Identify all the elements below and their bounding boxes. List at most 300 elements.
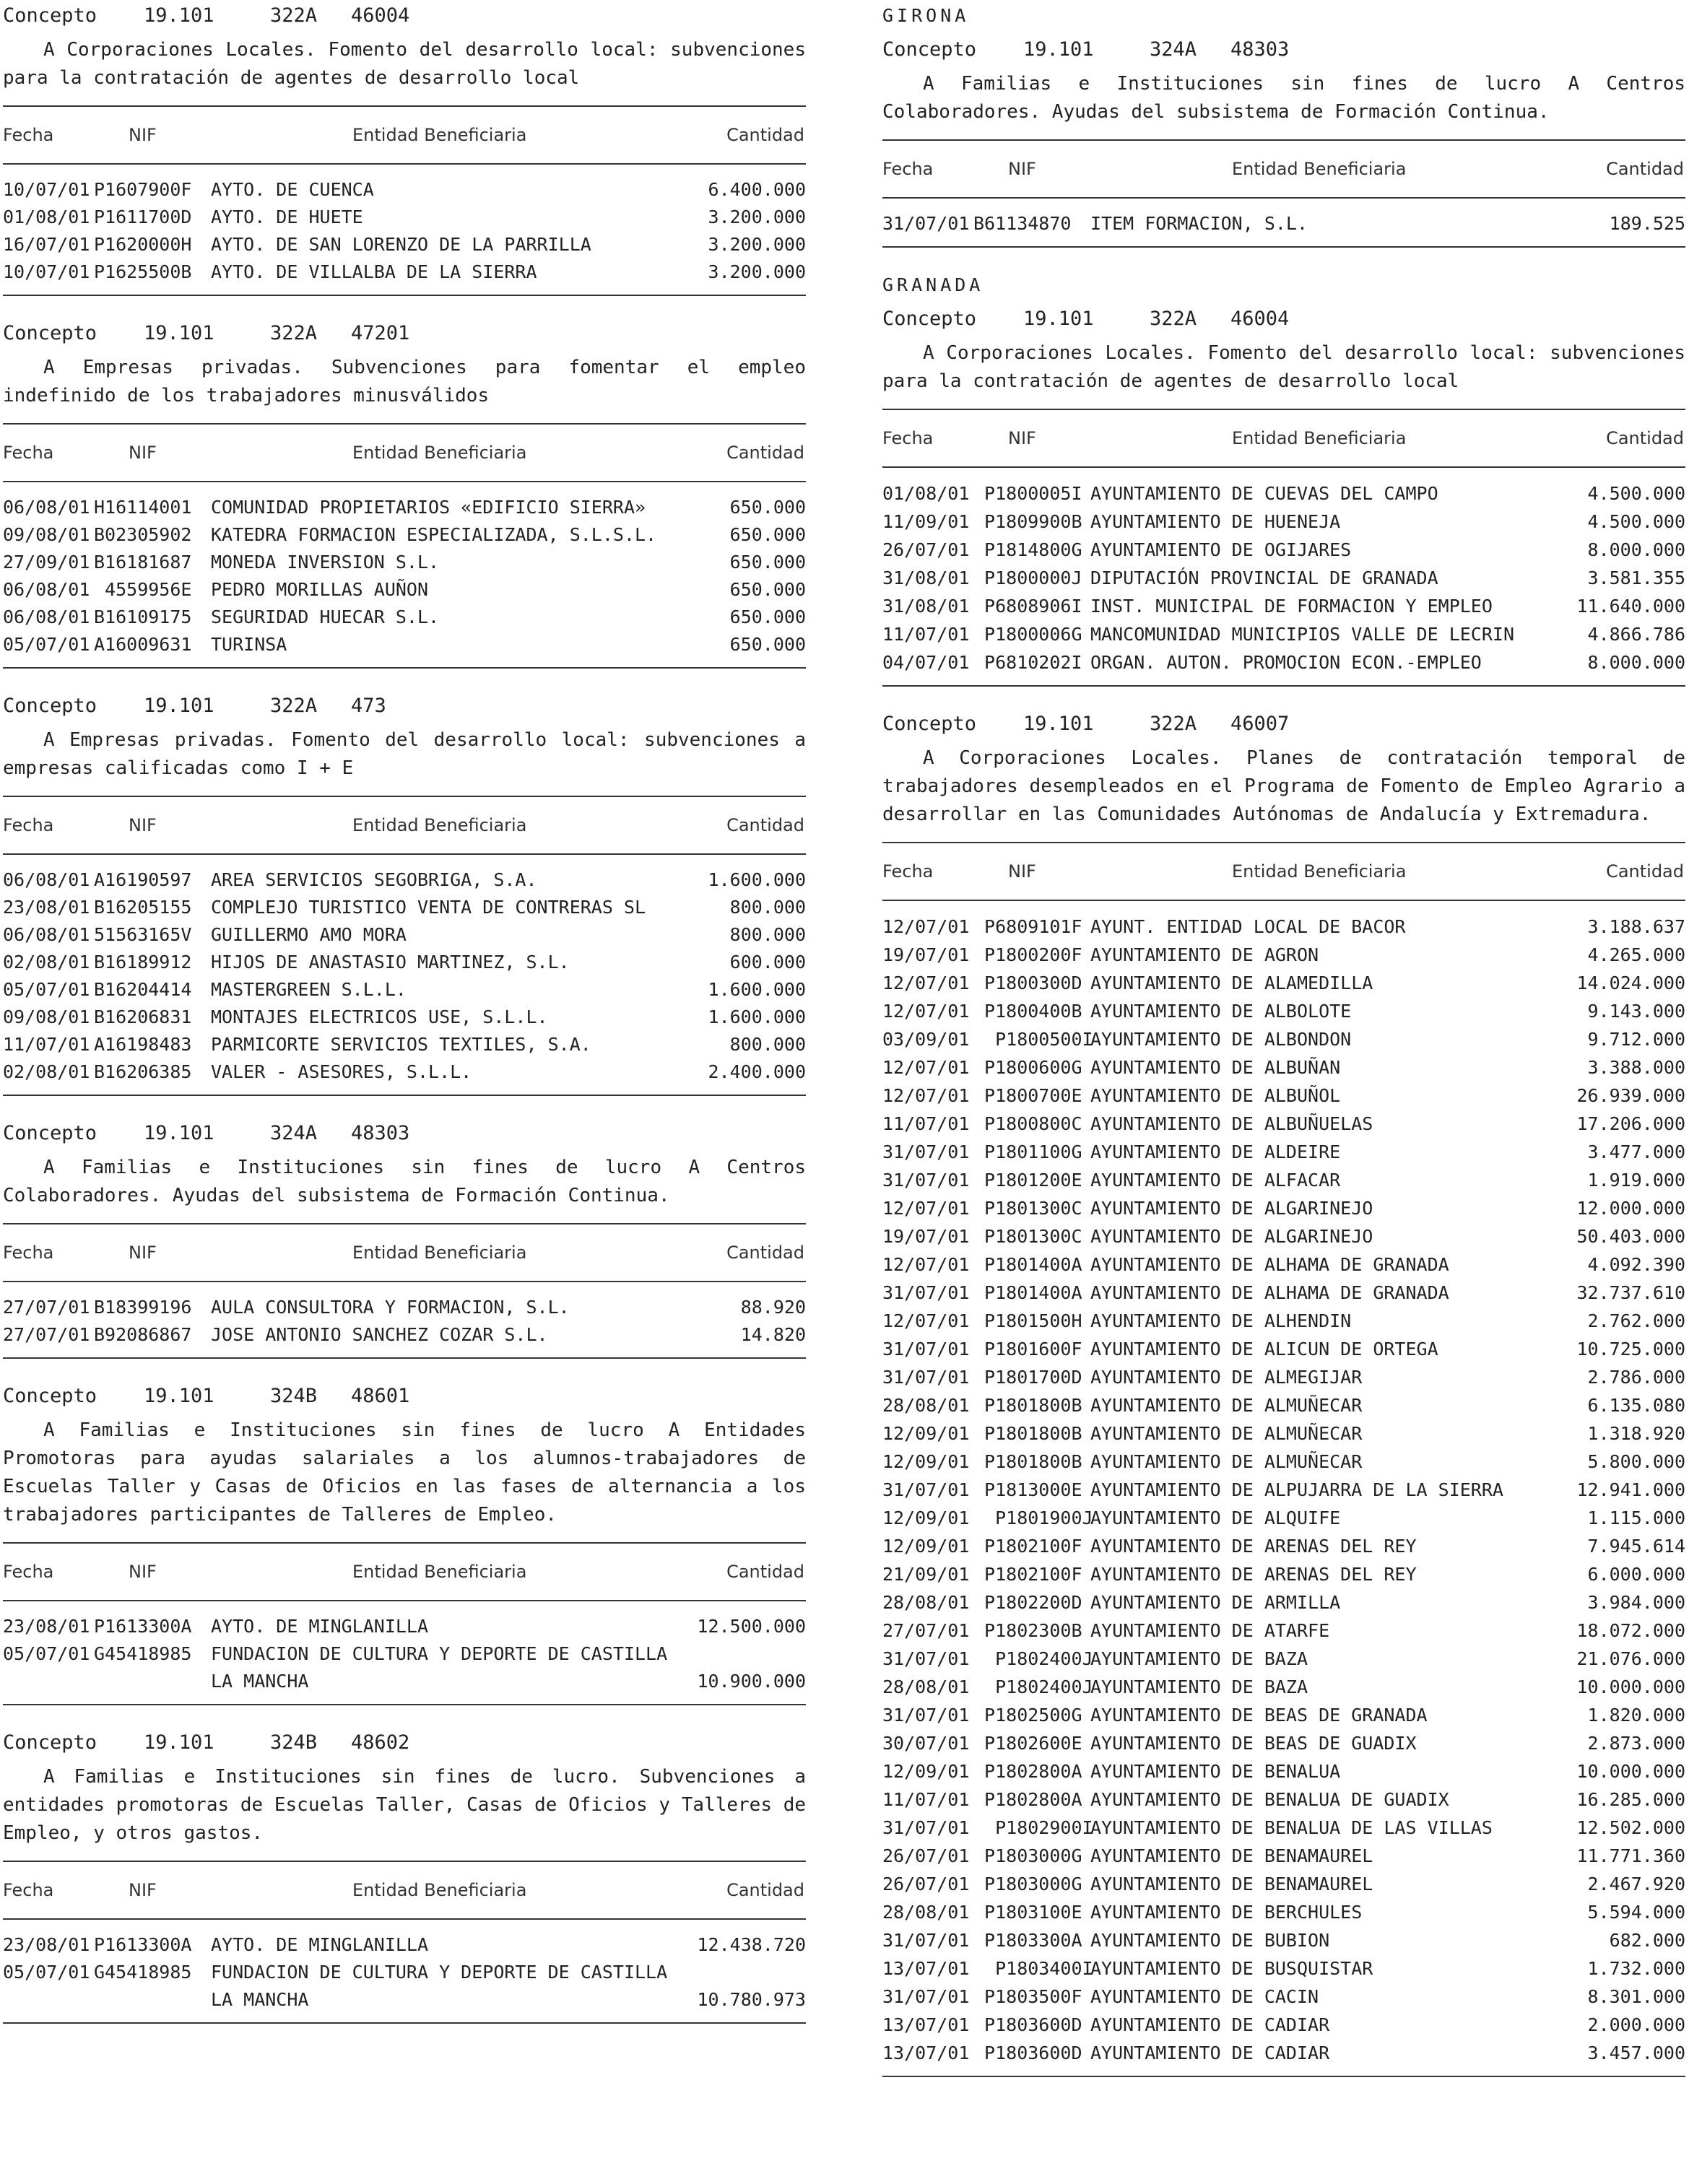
row-nif: B16109175 xyxy=(94,606,192,627)
row-cantidad: 1.600.000 xyxy=(708,1006,806,1027)
table-row xyxy=(3,949,806,976)
row-cantidad: 2.786.000 xyxy=(1587,1367,1685,1388)
table-row xyxy=(882,1025,1685,1053)
table-row xyxy=(882,913,1685,941)
table-bottom-rule xyxy=(3,295,806,296)
row-fecha: 02/08/01 xyxy=(3,1061,90,1082)
row-nif: A16009631 xyxy=(94,634,192,655)
row-nif: P1611700D xyxy=(94,206,192,227)
concept-description: A Corporaciones Locales. Fomento del desarrollo local: subvenciones para la contratación de agentes de desarrollo local xyxy=(3,39,806,89)
row-fecha: 12/07/01 xyxy=(882,973,970,993)
concept-label: Concepto xyxy=(3,322,97,344)
table-row xyxy=(882,1588,1685,1617)
table-row xyxy=(882,2011,1685,2039)
row-cantidad: 17.206.000 xyxy=(1576,1113,1685,1134)
row-cantidad: 650.000 xyxy=(729,634,806,655)
row-nif: P1801500H xyxy=(973,1310,1082,1331)
table-row xyxy=(882,536,1685,564)
concept-label: Concepto xyxy=(882,38,977,61)
header-fecha: Fecha xyxy=(3,1880,54,1900)
row-entidad: PEDRO MORILLAS AUÑON xyxy=(211,579,429,600)
concept-program: 322A xyxy=(270,322,318,344)
row-entidad: AYUNTAMIENTO DE CUEVAS DEL CAMPO xyxy=(1090,483,1438,504)
row-entidad: AYUNTAMIENTO DE ALHAMA DE GRANADA xyxy=(1090,1254,1449,1275)
row-nif: H16114001 xyxy=(94,497,192,518)
table-row xyxy=(3,1959,806,2014)
concept-heading xyxy=(3,1380,806,1412)
row-fecha: 12/09/01 xyxy=(882,1423,970,1444)
row-cantidad: 1.600.000 xyxy=(708,869,806,890)
row-cantidad: 3.477.000 xyxy=(1587,1141,1685,1162)
row-entidad: HIJOS DE ANASTASIO MARTINEZ, S.L. xyxy=(211,952,570,973)
row-cantidad: 16.285.000 xyxy=(1576,1789,1685,1810)
row-nif: B02305902 xyxy=(94,524,192,545)
row-entidad: AYUNTAMIENTO DE ARENAS DEL REY xyxy=(1090,1564,1417,1585)
row-entidad: AYUNTAMIENTO DE BUBION xyxy=(1090,1930,1330,1951)
header-entidad: Entidad Beneficiaria xyxy=(1232,428,1407,448)
row-entidad: INST. MUNICIPAL DE FORMACION Y EMPLEO xyxy=(1090,596,1493,617)
row-cantidad: 5.594.000 xyxy=(1587,1902,1685,1923)
row-cantidad: 9.143.000 xyxy=(1587,1001,1685,1022)
row-nif: P1803300A xyxy=(973,1930,1082,1951)
table-row xyxy=(3,1613,806,1640)
concept-label: Concepto xyxy=(3,1731,97,1754)
header-cantidad: Cantidad xyxy=(1606,159,1684,179)
table-row xyxy=(882,1532,1685,1560)
header-nif: NIF xyxy=(129,125,157,145)
table-row xyxy=(882,1645,1685,1673)
concept-label: Concepto xyxy=(882,308,977,330)
table-row xyxy=(882,1701,1685,1729)
table-bottom-rule xyxy=(882,2076,1685,2077)
table-row xyxy=(882,1194,1685,1222)
row-cantidad: 12.000.000 xyxy=(1576,1198,1685,1219)
concept-item: 46004 xyxy=(1230,308,1290,330)
row-entidad: AYUNTAMIENTO DE BEAS DE GRANADA xyxy=(1090,1705,1428,1726)
row-fecha: 31/07/01 xyxy=(882,1367,970,1388)
row-nif: P1613300A xyxy=(94,1934,192,1955)
row-cantidad: 7.945.614 xyxy=(1587,1536,1685,1557)
table-row xyxy=(3,631,806,658)
row-fecha: 12/09/01 xyxy=(882,1536,970,1557)
table-row xyxy=(882,1391,1685,1419)
row-fecha: 12/07/01 xyxy=(882,916,970,937)
concept-item: 473 xyxy=(351,695,386,717)
row-nif: P1800600G xyxy=(973,1057,1082,1078)
concept-code: 19.101 xyxy=(144,4,214,27)
row-entidad: COMUNIDAD PROPIETARIOS «EDIFICIO SIERRA» xyxy=(211,497,646,518)
table-row xyxy=(3,921,806,949)
concept-program: 324A xyxy=(1150,38,1197,61)
row-entidad: ORGAN. AUTON. PROMOCION ECON.-EMPLEO xyxy=(1090,652,1482,673)
concept-program: 324B xyxy=(270,1731,318,1754)
concept-label: Concepto xyxy=(3,1385,97,1407)
row-entidad: AYUNTAMIENTO DE OGIJARES xyxy=(1090,539,1352,560)
concept-item: 47201 xyxy=(351,322,410,344)
concept-program: 322A xyxy=(1150,713,1197,735)
header-nif: NIF xyxy=(1008,861,1036,882)
row-nif: P1809900B xyxy=(973,511,1082,532)
row-nif: P1802600E xyxy=(973,1733,1082,1754)
row-entidad: AREA SERVICIOS SEGOBRIGA, S.A. xyxy=(211,869,537,890)
row-cantidad: 3.457.000 xyxy=(1587,2042,1685,2063)
row-fecha: 10/07/01 xyxy=(3,179,90,200)
header-nif: NIF xyxy=(129,1243,157,1263)
row-nif: P1625500B xyxy=(94,261,192,282)
row-cantidad: 2.467.920 xyxy=(1587,1874,1685,1894)
table-row xyxy=(3,176,806,204)
row-cantidad: 10.000.000 xyxy=(1576,1761,1685,1782)
row-nif: P1801600F xyxy=(973,1339,1082,1359)
row-cantidad: 682.000 xyxy=(1609,1930,1685,1951)
row-entidad: AYTO. DE HUETE xyxy=(211,206,363,227)
table-row xyxy=(882,1898,1685,1926)
row-entidad: PARMICORTE SERVICIOS TEXTILES, S.A. xyxy=(211,1034,591,1055)
row-fecha: 06/08/01 xyxy=(3,869,90,890)
concept-item: 48303 xyxy=(351,1122,410,1144)
row-fecha: 31/08/01 xyxy=(882,596,970,617)
header-nif: NIF xyxy=(1008,428,1036,448)
row-entidad: ITEM FORMACION, S.L. xyxy=(1090,213,1308,234)
row-entidad: AYUNTAMIENTO DE ALHENDIN xyxy=(1090,1310,1352,1331)
concept-code: 19.101 xyxy=(1023,308,1094,330)
row-nif: P1801300C xyxy=(973,1226,1082,1247)
concept-heading xyxy=(3,1118,806,1149)
row-nif: P1802800A xyxy=(973,1761,1082,1782)
row-entidad: AYUNTAMIENTO DE ALBOLOTE xyxy=(1090,1001,1352,1022)
row-entidad: KATEDRA FORMACION ESPECIALIZADA, S.L.S.L. xyxy=(211,524,657,545)
row-nif: A16198483 xyxy=(94,1034,192,1055)
row-nif: P1803400I xyxy=(973,1958,1093,1979)
row-cantidad: 2.762.000 xyxy=(1587,1310,1685,1331)
row-nif: P1803600D xyxy=(973,2014,1082,2035)
table-header xyxy=(882,843,1685,900)
table-body xyxy=(3,855,806,1095)
row-nif: P1802200D xyxy=(973,1592,1082,1613)
row-cantidad: 26.939.000 xyxy=(1576,1085,1685,1106)
row-fecha: 12/07/01 xyxy=(882,1310,970,1331)
header-fecha: Fecha xyxy=(3,1243,54,1263)
header-fecha: Fecha xyxy=(3,443,54,463)
row-cantidad: 1.600.000 xyxy=(708,979,806,1000)
row-entidad: AYUNTAMIENTO DE BAZA xyxy=(1090,1676,1308,1697)
table-row xyxy=(882,1222,1685,1250)
row-fecha: 26/07/01 xyxy=(882,539,970,560)
row-entidad: AYUNTAMIENTO DE ALICUN DE ORTEGA xyxy=(1090,1339,1438,1359)
concept-label: Concepto xyxy=(3,1122,97,1144)
row-cantidad: 650.000 xyxy=(729,524,806,545)
table-row xyxy=(882,1785,1685,1814)
header-nif: NIF xyxy=(129,1562,157,1582)
row-nif: P1803000G xyxy=(973,1874,1082,1894)
concept-label: Concepto xyxy=(3,695,97,717)
row-entidad: AYUNTAMIENTO DE BERCHULES xyxy=(1090,1902,1363,1923)
header-cantidad: Cantidad xyxy=(726,125,804,145)
row-fecha: 06/08/01 xyxy=(3,924,90,945)
row-entidad: COMPLEJO TURISTICO VENTA DE CONTRERAS SL xyxy=(211,897,646,918)
row-entidad: AYUNTAMIENTO DE ALGARINEJO xyxy=(1090,1198,1373,1219)
concept-item: 46007 xyxy=(1230,713,1290,735)
table-header xyxy=(3,1862,806,1918)
row-nif: P1802500G xyxy=(973,1705,1082,1726)
row-cantidad: 6.135.080 xyxy=(1587,1395,1685,1416)
row-cantidad: 18.072.000 xyxy=(1576,1620,1685,1641)
header-nif: NIF xyxy=(1008,159,1036,179)
row-entidad: AYTO. DE VILLALBA DE LA SIERRA xyxy=(211,261,537,282)
header-fecha: Fecha xyxy=(3,1562,54,1582)
concept-program: 324B xyxy=(270,1385,318,1407)
row-entidad: DIPUTACIÓN PROVINCIAL DE GRANADA xyxy=(1090,567,1438,588)
row-fecha: 26/07/01 xyxy=(882,1874,970,1894)
row-nif: P1802800A xyxy=(973,1789,1082,1810)
row-cantidad: 14.024.000 xyxy=(1576,973,1685,993)
table-row xyxy=(3,258,806,286)
header-cantidad: Cantidad xyxy=(726,1562,804,1582)
table-body xyxy=(882,901,1685,2076)
row-fecha: 31/07/01 xyxy=(882,1930,970,1951)
table-row xyxy=(882,2039,1685,2067)
row-cantidad: 32.737.610 xyxy=(1576,1282,1685,1303)
left-column xyxy=(3,0,806,2045)
row-fecha: 13/07/01 xyxy=(882,2014,970,2035)
table-row xyxy=(882,1419,1685,1448)
row-nif: P1801300C xyxy=(973,1198,1082,1219)
row-cantidad: 9.712.000 xyxy=(1587,1029,1685,1050)
row-fecha: 03/09/01 xyxy=(882,1029,970,1050)
row-fecha: 05/07/01 xyxy=(3,1643,90,1664)
table-bottom-rule xyxy=(3,1095,806,1096)
row-nif: P1802400J xyxy=(973,1676,1093,1697)
table-row xyxy=(882,1307,1685,1335)
row-cantidad: 6.400.000 xyxy=(708,179,806,200)
row-cantidad: 800.000 xyxy=(729,1034,806,1055)
row-entidad: AYUNTAMIENTO DE ALBUÑOL xyxy=(1090,1085,1341,1106)
header-entidad: Entidad Beneficiaria xyxy=(352,125,527,145)
row-entidad: AYUNTAMIENTO DE ALGARINEJO xyxy=(1090,1226,1373,1247)
row-fecha: 31/07/01 xyxy=(882,1479,970,1500)
table-row xyxy=(3,204,806,231)
row-fecha: 31/07/01 xyxy=(882,1986,970,2007)
row-fecha: 16/07/01 xyxy=(3,234,90,255)
header-cantidad: Cantidad xyxy=(726,443,804,463)
concept-block xyxy=(3,1118,806,1359)
row-nif: B16204414 xyxy=(94,979,192,1000)
row-fecha: 31/07/01 xyxy=(882,1648,970,1669)
concept-block xyxy=(882,708,1685,2077)
header-nif: NIF xyxy=(129,1880,157,1900)
row-nif: P1803000G xyxy=(973,1845,1082,1866)
row-cantidad: 12.438.720 xyxy=(697,1934,806,1955)
table-row xyxy=(882,1954,1685,1983)
row-entidad: TURINSA xyxy=(211,634,287,655)
row-entidad: MANCOMUNIDAD MUNICIPIOS VALLE DE LECRIN xyxy=(1090,624,1514,645)
header-cantidad: Cantidad xyxy=(726,1880,804,1900)
row-cantidad: 3.200.000 xyxy=(708,261,806,282)
header-nif: NIF xyxy=(129,443,157,463)
concept-description: A Empresas privadas. Subvenciones para fomentar el empleo indefinido de los trabajadores minusválidos xyxy=(3,357,806,406)
row-cantidad: 1.115.000 xyxy=(1587,1508,1685,1528)
row-fecha: 11/07/01 xyxy=(882,1113,970,1134)
row-cantidad: 189.525 xyxy=(1609,213,1685,234)
row-nif: P1814800G xyxy=(973,539,1082,560)
table-row xyxy=(882,1082,1685,1110)
row-entidad: AYTO. DE SAN LORENZO DE LA PARRILLA xyxy=(211,234,591,255)
concept-block xyxy=(3,1727,806,2024)
row-fecha: 13/07/01 xyxy=(882,2042,970,2063)
row-cantidad: 4.265.000 xyxy=(1587,944,1685,965)
concept-heading xyxy=(882,303,1685,335)
row-nif: P1801900J xyxy=(973,1508,1093,1528)
row-entidad: AYUNTAMIENTO DE ALBONDON xyxy=(1090,1029,1352,1050)
row-nif: B92086867 xyxy=(94,1324,192,1345)
row-entidad: AYUNTAMIENTO DE BUSQUISTAR xyxy=(1090,1958,1373,1979)
row-fecha: 09/08/01 xyxy=(3,1006,90,1027)
row-fecha: 23/08/01 xyxy=(3,1934,90,1955)
row-cantidad: 8.000.000 xyxy=(1587,539,1685,560)
row-entidad: MONEDA INVERSION S.L. xyxy=(211,552,440,573)
row-cantidad: 650.000 xyxy=(729,552,806,573)
right-column xyxy=(882,0,1685,2099)
row-entidad: AYUNTAMIENTO DE ARMILLA xyxy=(1090,1592,1341,1613)
table-header xyxy=(882,141,1685,197)
row-entidad: AYUNTAMIENTO DE BENALUA xyxy=(1090,1761,1341,1782)
row-nif: B61134870 xyxy=(973,213,1072,234)
header-entidad: Entidad Beneficiaria xyxy=(352,815,527,835)
row-fecha: 05/07/01 xyxy=(3,634,90,655)
concept-description: A Familias e Instituciones sin fines de lucro A Entidades Promotoras para ayudas salariales a los alumnos-trabajadores de Escuelas Taller y Casas de Oficios en las fases de alternancia a los trabajadores participantes de Talleres de Empleo. xyxy=(3,1419,806,1526)
table-row xyxy=(882,648,1685,676)
row-nif: P1801200E xyxy=(973,1170,1082,1191)
row-cantidad: 10.000.000 xyxy=(1576,1676,1685,1697)
row-entidad: AYUNTAMIENTO DE HUENEJA xyxy=(1090,511,1341,532)
row-entidad: AYUNTAMIENTO DE ATARFE xyxy=(1090,1620,1330,1641)
row-fecha: 31/08/01 xyxy=(882,567,970,588)
header-cantidad: Cantidad xyxy=(726,815,804,835)
header-entidad: Entidad Beneficiaria xyxy=(352,443,527,463)
header-entidad: Entidad Beneficiaria xyxy=(352,1562,527,1582)
row-fecha: 27/07/01 xyxy=(3,1297,90,1318)
header-fecha: Fecha xyxy=(882,861,934,882)
table-row xyxy=(882,997,1685,1025)
table-body xyxy=(882,468,1685,685)
row-fecha: 31/07/01 xyxy=(882,1705,970,1726)
table-row xyxy=(3,1640,806,1695)
row-nif: B16206831 xyxy=(94,1006,192,1027)
header-cantidad: Cantidad xyxy=(1606,428,1684,448)
table-row xyxy=(882,1870,1685,1898)
table-row xyxy=(882,941,1685,969)
row-entidad: AYUNTAMIENTO DE ALBUÑUELAS xyxy=(1090,1113,1373,1134)
row-cantidad: 8.000.000 xyxy=(1587,652,1685,673)
row-fecha: 27/07/01 xyxy=(882,1620,970,1641)
row-cantidad: 10.900.000 xyxy=(697,1671,806,1692)
table-row xyxy=(882,1363,1685,1391)
row-fecha: 31/07/01 xyxy=(882,1170,970,1191)
row-entidad: AYUNTAMIENTO DE CADIAR xyxy=(1090,2014,1330,2035)
concept-label: Concepto xyxy=(3,4,97,27)
table-row xyxy=(3,231,806,258)
row-fecha: 12/07/01 xyxy=(882,1085,970,1106)
row-entidad: AYUNTAMIENTO DE ALPUJARRA DE LA SIERRA xyxy=(1090,1479,1503,1500)
row-fecha: 12/07/01 xyxy=(882,1001,970,1022)
table-row xyxy=(882,508,1685,536)
row-fecha: 19/07/01 xyxy=(882,1226,970,1247)
concept-description: A Familias e Instituciones sin fines de lucro A Centros Colaboradores. Ayudas del subsistema de Formación Continua. xyxy=(882,73,1685,123)
row-nif: P1801800B xyxy=(973,1423,1082,1444)
row-fecha: 31/07/01 xyxy=(882,213,970,234)
header-entidad: Entidad Beneficiaria xyxy=(352,1243,527,1263)
row-fecha: 06/08/01 xyxy=(3,497,90,518)
row-cantidad: 2.400.000 xyxy=(708,1061,806,1082)
table-row xyxy=(3,1031,806,1058)
table-row xyxy=(3,549,806,576)
row-fecha: 23/08/01 xyxy=(3,1616,90,1637)
table-body xyxy=(3,1282,806,1357)
row-fecha: 11/07/01 xyxy=(882,624,970,645)
row-nif: P1802100F xyxy=(973,1536,1082,1557)
row-entidad: AYUNTAMIENTO DE ALAMEDILLA xyxy=(1090,973,1373,993)
row-cantidad: 1.318.920 xyxy=(1587,1423,1685,1444)
table-header xyxy=(3,797,806,853)
header-fecha: Fecha xyxy=(882,159,934,179)
concept-item: 46004 xyxy=(351,4,410,27)
row-cantidad: 2.873.000 xyxy=(1587,1733,1685,1754)
row-fecha: 05/07/01 xyxy=(3,1962,90,1983)
row-nif: P1801400A xyxy=(973,1282,1082,1303)
concept-block xyxy=(3,318,806,669)
row-fecha: 12/07/01 xyxy=(882,1254,970,1275)
table-row xyxy=(882,969,1685,997)
row-fecha: 27/07/01 xyxy=(3,1324,90,1345)
row-cantidad: 2.000.000 xyxy=(1587,2014,1685,2035)
concept-block xyxy=(882,34,1685,248)
concept-heading xyxy=(882,708,1685,740)
row-cantidad: 88.920 xyxy=(740,1297,806,1318)
row-nif: P1800800C xyxy=(973,1113,1082,1134)
row-nif: P6810202I xyxy=(973,652,1082,673)
row-cantidad: 3.984.000 xyxy=(1587,1592,1685,1613)
row-fecha: 09/08/01 xyxy=(3,524,90,545)
row-entidad: AYUNTAMIENTO DE BENALUA DE GUADIX xyxy=(1090,1789,1449,1810)
concept-heading xyxy=(3,1727,806,1759)
row-fecha: 12/09/01 xyxy=(882,1761,970,1782)
header-cantidad: Cantidad xyxy=(726,1243,804,1263)
row-entidad: JOSE ANTONIO SANCHEZ COZAR S.L. xyxy=(211,1324,548,1345)
row-entidad: AULA CONSULTORA Y FORMACION, S.L. xyxy=(211,1297,570,1318)
row-entidad: AYUNT. ENTIDAD LOCAL DE BACOR xyxy=(1090,916,1406,937)
row-cantidad: 4.500.000 xyxy=(1587,483,1685,504)
row-entidad: AYTO. DE CUENCA xyxy=(211,179,374,200)
row-fecha: 12/07/01 xyxy=(882,1057,970,1078)
table-row xyxy=(3,866,806,894)
concept-program: 322A xyxy=(1150,308,1197,330)
header-fecha: Fecha xyxy=(3,815,54,835)
row-cantidad: 650.000 xyxy=(729,497,806,518)
row-cantidad: 6.000.000 xyxy=(1587,1564,1685,1585)
concept-program: 324A xyxy=(270,1122,318,1144)
row-entidad: AYUNTAMIENTO DE ALQUIFE xyxy=(1090,1508,1341,1528)
row-cantidad: 50.403.000 xyxy=(1576,1226,1685,1247)
table-row xyxy=(882,1983,1685,2011)
row-cantidad: 1.732.000 xyxy=(1587,1958,1685,1979)
header-fecha: Fecha xyxy=(3,125,54,145)
row-fecha: 31/07/01 xyxy=(882,1339,970,1359)
row-fecha: 06/08/01 xyxy=(3,606,90,627)
table-row xyxy=(3,1931,806,1959)
row-cantidad: 3.388.000 xyxy=(1587,1057,1685,1078)
table-body xyxy=(3,165,806,295)
row-nif: B18399196 xyxy=(94,1297,192,1318)
